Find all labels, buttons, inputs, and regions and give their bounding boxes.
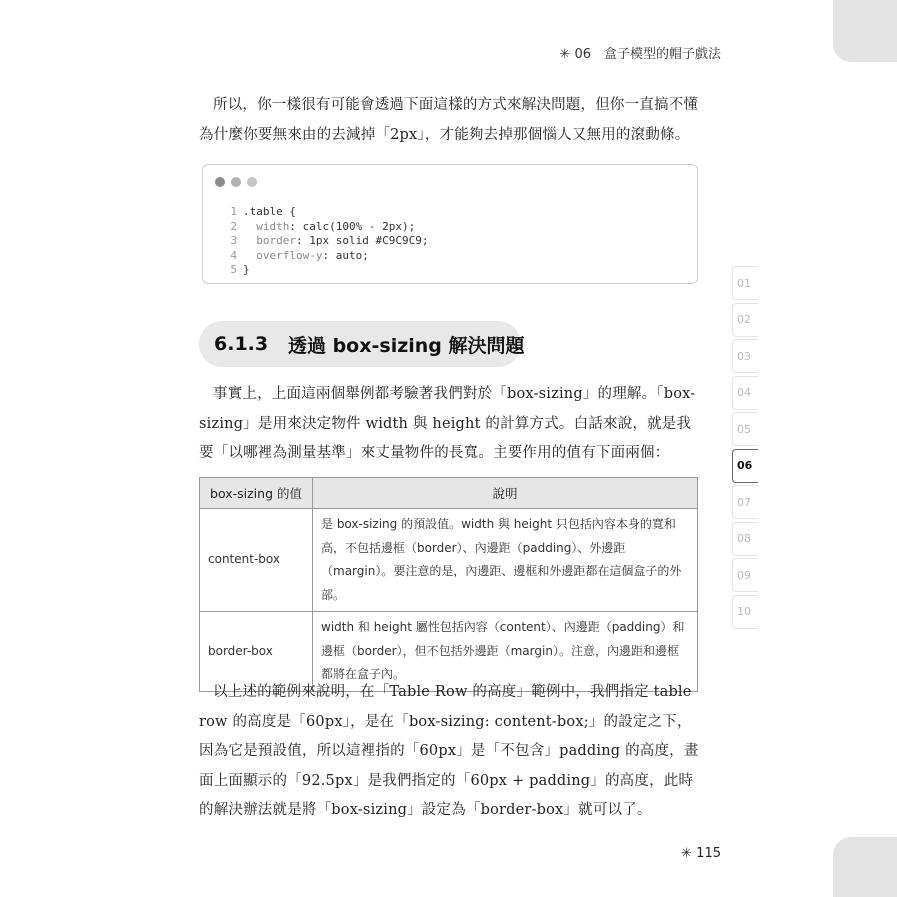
line-number: 2 — [230, 219, 237, 233]
table-cell-value: border-box — [200, 612, 313, 692]
chapter-tab-05[interactable]: 05 — [732, 412, 758, 446]
line-number: 1 — [230, 205, 237, 218]
table-row — [200, 509, 698, 612]
running-header: ✳ 06 盒子模型的帽子戲法 — [559, 47, 721, 62]
code-value: 1px solid #C9C9C9; — [302, 234, 429, 247]
paragraph-explanation: 事實上，上面這兩個舉例都考驗著我們對於「box-sizing」的理解。「box-sizing」是用來決定物件 width 與 height 的計算方式。白話來說，就是我要「以哪裡為測量基準」來丈量物件的長寬。主要作用的值有下面兩個： — [199, 386, 696, 461]
chapter-nav — [732, 266, 758, 631]
table-header: box-sizing 的值 — [200, 478, 313, 509]
section-heading — [199, 321, 525, 367]
table-cell-desc: width 和 height 屬性包括內容（content）、內邊距（padding）和邊框（border），但不包括外邊距（margin）。注意，內邊距和邊框都將在盒子內。 — [313, 612, 698, 692]
line-number: 5 — [230, 263, 237, 276]
code-line: 2 width: calc(100% - 2px); — [225, 220, 428, 235]
chapter-tab-02[interactable]: 02 — [732, 303, 758, 337]
code-line — [225, 205, 428, 220]
code-lines — [225, 205, 428, 278]
chapter-tab-08[interactable]: 08 — [732, 522, 758, 556]
chapter-tab-03[interactable]: 03 — [732, 339, 758, 373]
chapter-tab-09[interactable]: 09 — [732, 558, 758, 592]
code-value: auto; — [329, 248, 369, 262]
line-number: 4 — [230, 248, 237, 262]
code-line: 4 overflow-y: auto; — [225, 249, 428, 264]
table-header: 說明 — [313, 478, 698, 509]
section-title: 透過 box-sizing 解決問題 — [287, 334, 525, 357]
paragraph-intro: 所以，你一樣很有可能會透過下面這樣的方式來解決問題，但你一直搞不懂為什麼你要無來由的去減掉「2px」，才能夠去掉那個惱人又無用的滾動條。 — [199, 97, 699, 143]
chapter-tab-07[interactable]: 07 — [732, 485, 758, 519]
code-text: .table { — [243, 205, 296, 218]
dot-icon — [215, 177, 225, 187]
code-line — [225, 263, 428, 278]
dot-icon — [247, 177, 257, 187]
code-value: calc(100% - 2px); — [296, 219, 416, 233]
code-property: overflow-y — [256, 248, 323, 262]
page-number: ✳ 115 — [681, 846, 721, 861]
code-block — [202, 164, 698, 284]
table-header-row — [200, 478, 698, 509]
window-dots — [215, 177, 257, 187]
code-property: border — [256, 234, 296, 247]
paragraph-example: 以上述的範例來說明，在「Table Row 的高度」範例中，我們指定 table row 的高度是「60px」，是在「box-sizing: content-box;」的設定之下，因為它是預設值，所以這裡指的「60px」是「不包含」padding 的高度，畫面上面顯示的「92.5px」是我們指定的「60px + padding」的高度，此時的解決辦法就是將「box-sizing」設定為「border-box」就可以了。 — [199, 684, 699, 818]
section-number: 6.1.3 — [214, 333, 269, 355]
chapter-tab-01[interactable]: 01 — [732, 266, 758, 300]
chapter-tab-04[interactable]: 04 — [732, 376, 758, 410]
chapter-tab-06[interactable]: 06 — [732, 449, 758, 483]
table-cell-value: content-box — [200, 509, 313, 612]
dot-icon — [231, 177, 241, 187]
box-sizing-table — [199, 477, 698, 692]
line-number: 3 — [230, 234, 237, 247]
code-text: } — [243, 263, 250, 276]
chapter-tab-10[interactable]: 10 — [732, 595, 758, 629]
table-cell-desc: 是 box-sizing 的預設值。width 與 height 只包括內容本身的寬和高，不包括邊框（border）、內邊距（padding）、外邊距（margin）。要注意的是，內邊距、邊框和外邊距都在這個盒子的外部。 — [313, 509, 698, 612]
corner-tab-bottom — [833, 837, 897, 897]
code-line: 3 border: 1px solid #C9C9C9; — [225, 234, 428, 249]
corner-tab-top — [833, 0, 897, 62]
code-property: width — [256, 219, 290, 233]
